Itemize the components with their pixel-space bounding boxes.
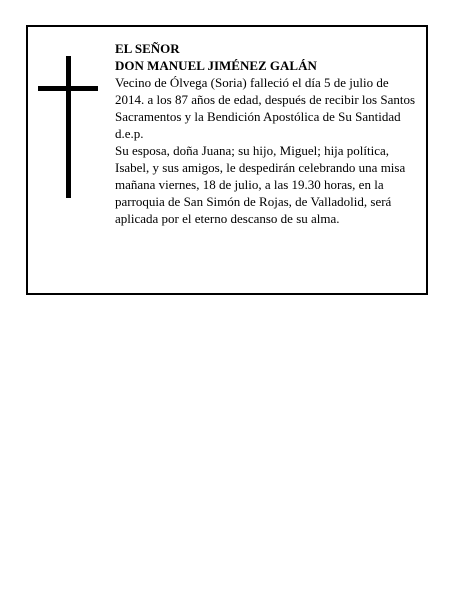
deceased-name: DON MANUEL JIMÉNEZ GALÁN	[115, 58, 317, 73]
title-line-1: EL SEÑOR	[115, 41, 180, 56]
cross-icon	[38, 56, 98, 198]
rest-in-peace: d.e.p.	[115, 126, 144, 141]
funeral-details: Su esposa, doña Juana; su hijo, Miguel; hija política, Isabel, y sus amigos, le despedirán celebrando una misa mañana viernes, 18 de julio, a las 19.30 horas, en la parroquia de San Simón de Rojas, de Valladolid, será aplicada por el eterno descanso de su alma.	[115, 143, 406, 226]
cross-vertical-bar	[66, 56, 71, 198]
notice-text	[115, 40, 420, 227]
cross-horizontal-bar	[38, 86, 98, 91]
obituary-notice	[26, 25, 428, 295]
death-announcement: Vecino de Ólvega (Soria) falleció el día 5 de julio de 2014. a los 87 años de edad, después de recibir los Santos Sacramentos y la Bendición Apostólica de Su Santidad	[115, 75, 416, 124]
